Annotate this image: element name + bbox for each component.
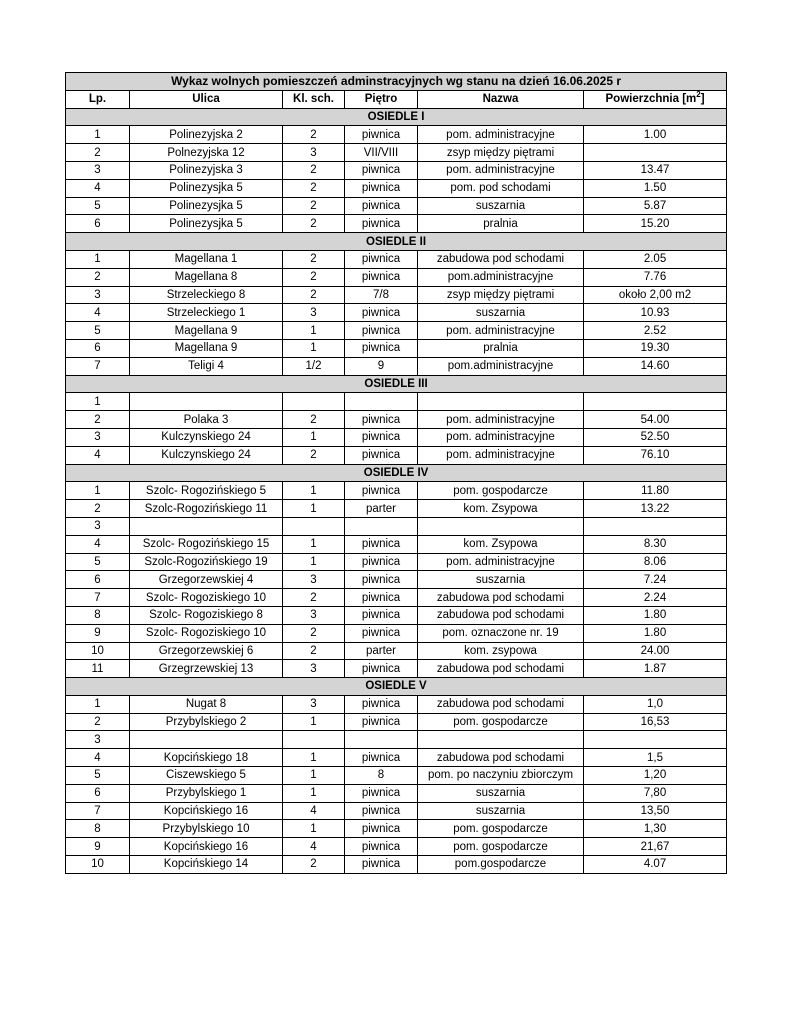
cell-klatka: 2 <box>283 642 345 660</box>
cell-powierzchnia: 7.24 <box>584 571 727 589</box>
cell-nazwa: pom. administracyjne <box>418 322 584 340</box>
cell-ulica: Kulczynskiego 24 <box>130 428 283 446</box>
cell-lp: 4 <box>66 749 130 767</box>
cell-ulica: Kopcińskiego 16 <box>130 838 283 856</box>
cell-powierzchnia: 8.30 <box>584 535 727 553</box>
cell-lp: 7 <box>66 802 130 820</box>
cell-nazwa: zsyp między piętrami <box>418 144 584 162</box>
cell-lp: 4 <box>66 535 130 553</box>
cell-nazwa: pom.gospodarcze <box>418 856 584 874</box>
cell-ulica: Polinezyjska 3 <box>130 161 283 179</box>
cell-nazwa: zabudowa pod schodami <box>418 695 584 713</box>
cell-nazwa: pom. gospodarcze <box>418 482 584 500</box>
cell-pietro: piwnica <box>345 411 418 429</box>
cell-ulica: Teligi 4 <box>130 357 283 375</box>
cell-pietro: piwnica <box>345 322 418 340</box>
cell-lp: 2 <box>66 411 130 429</box>
cell-klatka: 2 <box>283 268 345 286</box>
cell-nazwa: pom.administracyjne <box>418 268 584 286</box>
cell-lp: 6 <box>66 339 130 357</box>
table-row <box>66 482 727 500</box>
table-row <box>66 411 727 429</box>
cell-powierzchnia: 8.06 <box>584 553 727 571</box>
cell-pietro: piwnica <box>345 695 418 713</box>
cell-nazwa: pom. administracyjne <box>418 411 584 429</box>
cell-powierzchnia: 4.07 <box>584 856 727 874</box>
cell-powierzchnia: 21,67 <box>584 838 727 856</box>
vacant-rooms-table <box>65 72 727 874</box>
cell-pietro: piwnica <box>345 339 418 357</box>
cell-lp: 9 <box>66 838 130 856</box>
cell-ulica: Polinezysjka 5 <box>130 179 283 197</box>
cell-ulica: Szolc- Rogozińskiego 5 <box>130 482 283 500</box>
cell-klatka: 1 <box>283 553 345 571</box>
cell-lp: 8 <box>66 606 130 624</box>
table-row <box>66 144 727 162</box>
cell-powierzchnia: 13,50 <box>584 802 727 820</box>
cell-lp: 9 <box>66 624 130 642</box>
table-row <box>66 197 727 215</box>
table-body <box>66 108 727 873</box>
table-row <box>66 161 727 179</box>
cell-pietro: piwnica <box>345 250 418 268</box>
cell-klatka: 2 <box>283 446 345 464</box>
cell-pietro: piwnica <box>345 126 418 144</box>
cell-klatka: 1 <box>283 713 345 731</box>
cell-powierzchnia: 1.87 <box>584 660 727 678</box>
cell-klatka: 3 <box>283 571 345 589</box>
cell-klatka: 1 <box>283 749 345 767</box>
cell-ulica: Kopcińskiego 18 <box>130 749 283 767</box>
cell-pietro: piwnica <box>345 428 418 446</box>
cell-klatka: 1 <box>283 500 345 518</box>
cell-powierzchnia <box>584 731 727 749</box>
table-row <box>66 304 727 322</box>
cell-lp: 3 <box>66 286 130 304</box>
cell-klatka: 1 <box>283 820 345 838</box>
cell-nazwa <box>418 393 584 411</box>
cell-powierzchnia: 1.80 <box>584 624 727 642</box>
cell-lp: 1 <box>66 250 130 268</box>
table-row <box>66 322 727 340</box>
cell-nazwa: zabudowa pod schodami <box>418 749 584 767</box>
cell-pietro: piwnica <box>345 268 418 286</box>
section-header-row <box>66 375 727 393</box>
cell-klatka <box>283 731 345 749</box>
table-row <box>66 749 727 767</box>
cell-powierzchnia: 1.00 <box>584 126 727 144</box>
cell-pietro: piwnica <box>345 571 418 589</box>
cell-lp: 6 <box>66 571 130 589</box>
cell-pietro: piwnica <box>345 446 418 464</box>
cell-nazwa: zsyp między piętrami <box>418 286 584 304</box>
cell-klatka: 4 <box>283 838 345 856</box>
cell-pietro: piwnica <box>345 784 418 802</box>
cell-pietro <box>345 393 418 411</box>
cell-lp: 5 <box>66 197 130 215</box>
column-header-klatka: Kl. sch. <box>283 90 345 108</box>
cell-ulica: Grzegrzewskiej 13 <box>130 660 283 678</box>
cell-pietro: piwnica <box>345 197 418 215</box>
cell-nazwa: pom. gospodarcze <box>418 713 584 731</box>
cell-ulica: Nugat 8 <box>130 695 283 713</box>
cell-nazwa: suszarnia <box>418 784 584 802</box>
cell-nazwa: pom. po naczyniu zbiorczym <box>418 767 584 785</box>
cell-nazwa: zabudowa pod schodami <box>418 606 584 624</box>
table-row <box>66 838 727 856</box>
cell-pietro: piwnica <box>345 660 418 678</box>
cell-klatka: 3 <box>283 660 345 678</box>
cell-nazwa: pom. administracyjne <box>418 428 584 446</box>
cell-nazwa: suszarnia <box>418 304 584 322</box>
cell-lp: 7 <box>66 357 130 375</box>
table-row <box>66 393 727 411</box>
cell-powierzchnia: 13.47 <box>584 161 727 179</box>
cell-pietro: 8 <box>345 767 418 785</box>
cell-powierzchnia: 1.80 <box>584 606 727 624</box>
cell-nazwa: pralnia <box>418 339 584 357</box>
cell-nazwa: zabudowa pod schodami <box>418 250 584 268</box>
cell-powierzchnia: 7,80 <box>584 784 727 802</box>
cell-ulica: Kopcińskiego 14 <box>130 856 283 874</box>
cell-lp: 3 <box>66 517 130 535</box>
cell-powierzchnia: 19.30 <box>584 339 727 357</box>
cell-klatka: 2 <box>283 250 345 268</box>
table-row <box>66 660 727 678</box>
cell-ulica: Szolc-Rogozińskiego 19 <box>130 553 283 571</box>
cell-pietro: 9 <box>345 357 418 375</box>
cell-nazwa: pom.administracyjne <box>418 357 584 375</box>
cell-pietro <box>345 731 418 749</box>
cell-ulica: Kopcińskiego 16 <box>130 802 283 820</box>
table-row <box>66 357 727 375</box>
cell-klatka: 2 <box>283 286 345 304</box>
table-row <box>66 713 727 731</box>
cell-klatka: 2 <box>283 215 345 233</box>
cell-lp: 8 <box>66 820 130 838</box>
cell-ulica: Szolc-Rogozińskiego 11 <box>130 500 283 518</box>
column-header-powierzchnia <box>584 90 727 108</box>
cell-nazwa: suszarnia <box>418 571 584 589</box>
cell-pietro: parter <box>345 642 418 660</box>
cell-lp: 2 <box>66 268 130 286</box>
cell-powierzchnia: 76.10 <box>584 446 727 464</box>
cell-lp: 2 <box>66 500 130 518</box>
cell-nazwa <box>418 517 584 535</box>
cell-ulica: Polinezysjka 5 <box>130 215 283 233</box>
cell-lp: 10 <box>66 642 130 660</box>
cell-lp: 11 <box>66 660 130 678</box>
cell-pietro: piwnica <box>345 856 418 874</box>
cell-powierzchnia: 1,0 <box>584 695 727 713</box>
cell-powierzchnia <box>584 144 727 162</box>
cell-klatka: 2 <box>283 411 345 429</box>
cell-klatka <box>283 393 345 411</box>
cell-ulica: Polaka 3 <box>130 411 283 429</box>
section-header-row <box>66 464 727 482</box>
cell-powierzchnia: 24.00 <box>584 642 727 660</box>
cell-ulica: Przybylskiego 2 <box>130 713 283 731</box>
cell-pietro: piwnica <box>345 553 418 571</box>
table-row <box>66 535 727 553</box>
cell-pietro: piwnica <box>345 179 418 197</box>
cell-lp: 10 <box>66 856 130 874</box>
section-name: OSIEDLE III <box>66 375 727 393</box>
cell-ulica: Magellana 8 <box>130 268 283 286</box>
table-row <box>66 606 727 624</box>
cell-lp: 3 <box>66 428 130 446</box>
cell-pietro: parter <box>345 500 418 518</box>
table-row <box>66 731 727 749</box>
cell-pietro: 7/8 <box>345 286 418 304</box>
cell-ulica <box>130 393 283 411</box>
cell-powierzchnia: 1,30 <box>584 820 727 838</box>
section-name: OSIEDLE II <box>66 233 727 251</box>
cell-klatka: 2 <box>283 126 345 144</box>
cell-lp: 4 <box>66 446 130 464</box>
cell-pietro: piwnica <box>345 820 418 838</box>
cell-klatka: 1 <box>283 784 345 802</box>
column-header-ulica: Ulica <box>130 90 283 108</box>
cell-ulica: Magellana 9 <box>130 339 283 357</box>
cell-powierzchnia: 5.87 <box>584 197 727 215</box>
cell-pietro: piwnica <box>345 161 418 179</box>
cell-pietro: piwnica <box>345 802 418 820</box>
cell-ulica: Kulczynskiego 24 <box>130 446 283 464</box>
cell-klatka: 3 <box>283 144 345 162</box>
cell-ulica: Magellana 9 <box>130 322 283 340</box>
table-row <box>66 571 727 589</box>
cell-lp: 3 <box>66 161 130 179</box>
cell-lp: 1 <box>66 126 130 144</box>
cell-pietro: piwnica <box>345 624 418 642</box>
table-row <box>66 500 727 518</box>
cell-ulica: Ciszewskiego 5 <box>130 767 283 785</box>
cell-powierzchnia: 11.80 <box>584 482 727 500</box>
table-row <box>66 250 727 268</box>
cell-klatka: 1 <box>283 767 345 785</box>
cell-klatka: 2 <box>283 197 345 215</box>
cell-nazwa: kom. zsypowa <box>418 642 584 660</box>
section-header-row <box>66 233 727 251</box>
cell-ulica: Szolc- Rogoziskiego 10 <box>130 589 283 607</box>
cell-klatka: 3 <box>283 606 345 624</box>
cell-klatka: 1 <box>283 482 345 500</box>
table-row <box>66 695 727 713</box>
cell-powierzchnia: 1,5 <box>584 749 727 767</box>
cell-ulica: Przybylskiego 1 <box>130 784 283 802</box>
table-row <box>66 784 727 802</box>
column-header-nazwa: Nazwa <box>418 90 584 108</box>
cell-powierzchnia: 15.20 <box>584 215 727 233</box>
cell-klatka: 4 <box>283 802 345 820</box>
cell-klatka: 2 <box>283 161 345 179</box>
section-name: OSIEDLE I <box>66 108 727 126</box>
cell-powierzchnia: 7.76 <box>584 268 727 286</box>
cell-nazwa: pralnia <box>418 215 584 233</box>
cell-lp: 2 <box>66 144 130 162</box>
cell-lp: 5 <box>66 767 130 785</box>
cell-nazwa: zabudowa pod schodami <box>418 589 584 607</box>
table-row <box>66 268 727 286</box>
cell-nazwa: zabudowa pod schodami <box>418 660 584 678</box>
cell-nazwa: kom. Zsypowa <box>418 535 584 553</box>
cell-klatka: 2 <box>283 179 345 197</box>
cell-ulica: Polinezyjska 2 <box>130 126 283 144</box>
cell-klatka: 1 <box>283 322 345 340</box>
cell-powierzchnia: 1.50 <box>584 179 727 197</box>
cell-pietro: piwnica <box>345 749 418 767</box>
cell-klatka: 2 <box>283 624 345 642</box>
cell-nazwa: pom. pod schodami <box>418 179 584 197</box>
cell-pietro: piwnica <box>345 838 418 856</box>
cell-powierzchnia: 14.60 <box>584 357 727 375</box>
cell-klatka: 2 <box>283 589 345 607</box>
column-header-row <box>66 90 727 108</box>
section-name: OSIEDLE V <box>66 678 727 696</box>
cell-powierzchnia: 10.93 <box>584 304 727 322</box>
cell-powierzchnia: 13.22 <box>584 500 727 518</box>
cell-lp: 3 <box>66 731 130 749</box>
cell-lp: 2 <box>66 713 130 731</box>
table-row <box>66 339 727 357</box>
cell-nazwa: suszarnia <box>418 802 584 820</box>
table-row <box>66 286 727 304</box>
table-row <box>66 802 727 820</box>
document-title: Wykaz wolnych pomieszczeń adminstracyjnych wg stanu na dzień 16.06.2025 r <box>66 73 727 91</box>
cell-ulica: Strzeleckiego 8 <box>130 286 283 304</box>
cell-nazwa <box>418 731 584 749</box>
cell-ulica <box>130 517 283 535</box>
cell-powierzchnia <box>584 393 727 411</box>
cell-ulica: Przybylskiego 10 <box>130 820 283 838</box>
cell-ulica: Szolc- Rogozińskiego 15 <box>130 535 283 553</box>
cell-klatka: 3 <box>283 695 345 713</box>
cell-lp: 1 <box>66 695 130 713</box>
cell-klatka: 1/2 <box>283 357 345 375</box>
table-row <box>66 553 727 571</box>
cell-klatka: 3 <box>283 304 345 322</box>
table-row <box>66 179 727 197</box>
table-row <box>66 126 727 144</box>
cell-klatka: 1 <box>283 428 345 446</box>
cell-lp: 7 <box>66 589 130 607</box>
cell-powierzchnia: 2.52 <box>584 322 727 340</box>
cell-lp: 5 <box>66 322 130 340</box>
cell-ulica: Grzegorzewskiej 4 <box>130 571 283 589</box>
cell-ulica: Szolc- Rogoziskiego 8 <box>130 606 283 624</box>
cell-lp: 5 <box>66 553 130 571</box>
cell-powierzchnia: około 2,00 m2 <box>584 286 727 304</box>
cell-pietro: piwnica <box>345 713 418 731</box>
cell-klatka: 1 <box>283 535 345 553</box>
cell-nazwa: pom. administracyjne <box>418 161 584 179</box>
cell-pietro: piwnica <box>345 304 418 322</box>
cell-ulica: Polnezyjska 12 <box>130 144 283 162</box>
cell-ulica: Grzegorzewskiej 6 <box>130 642 283 660</box>
table-row <box>66 856 727 874</box>
cell-lp: 4 <box>66 304 130 322</box>
cell-nazwa: suszarnia <box>418 197 584 215</box>
cell-ulica: Strzeleckiego 1 <box>130 304 283 322</box>
cell-nazwa: pom. administracyjne <box>418 446 584 464</box>
cell-ulica: Szolc- Rogoziskiego 10 <box>130 624 283 642</box>
section-header-row <box>66 678 727 696</box>
table-row <box>66 767 727 785</box>
cell-powierzchnia: 16,53 <box>584 713 727 731</box>
section-header-row <box>66 108 727 126</box>
cell-ulica: Polinezysjka 5 <box>130 197 283 215</box>
cell-pietro <box>345 517 418 535</box>
cell-klatka <box>283 517 345 535</box>
cell-lp: 1 <box>66 482 130 500</box>
table-row <box>66 215 727 233</box>
cell-powierzchnia: 54.00 <box>584 411 727 429</box>
cell-powierzchnia: 52.50 <box>584 428 727 446</box>
section-name: OSIEDLE IV <box>66 464 727 482</box>
powierzchnia-superscript: 2 <box>696 90 701 100</box>
cell-pietro: piwnica <box>345 606 418 624</box>
cell-powierzchnia: 2.24 <box>584 589 727 607</box>
cell-powierzchnia <box>584 517 727 535</box>
powierzchnia-bracket: ] <box>700 93 705 106</box>
cell-pietro: piwnica <box>345 482 418 500</box>
cell-ulica: Magellana 1 <box>130 250 283 268</box>
cell-pietro: piwnica <box>345 215 418 233</box>
table-row <box>66 446 727 464</box>
cell-nazwa: pom. administracyjne <box>418 126 584 144</box>
table-row <box>66 642 727 660</box>
column-header-pietro: Piętro <box>345 90 418 108</box>
table-row <box>66 428 727 446</box>
cell-nazwa: kom. Zsypowa <box>418 500 584 518</box>
cell-ulica <box>130 731 283 749</box>
cell-lp: 6 <box>66 215 130 233</box>
table-row <box>66 589 727 607</box>
cell-nazwa: pom. administracyjne <box>418 553 584 571</box>
cell-lp: 6 <box>66 784 130 802</box>
cell-pietro: piwnica <box>345 589 418 607</box>
cell-klatka: 1 <box>283 339 345 357</box>
cell-powierzchnia: 2.05 <box>584 250 727 268</box>
cell-lp: 1 <box>66 393 130 411</box>
cell-lp: 4 <box>66 179 130 197</box>
cell-pietro: VII/VIII <box>345 144 418 162</box>
powierzchnia-label: Powierzchnia [m <box>605 93 697 106</box>
table-row <box>66 820 727 838</box>
column-header-lp: Lp. <box>66 90 130 108</box>
cell-powierzchnia: 1,20 <box>584 767 727 785</box>
table-row <box>66 517 727 535</box>
cell-nazwa: pom. oznaczone nr. 19 <box>418 624 584 642</box>
cell-klatka: 2 <box>283 856 345 874</box>
table-row <box>66 624 727 642</box>
cell-pietro: piwnica <box>345 535 418 553</box>
cell-nazwa: pom. gospodarcze <box>418 838 584 856</box>
cell-nazwa: pom. gospodarcze <box>418 820 584 838</box>
